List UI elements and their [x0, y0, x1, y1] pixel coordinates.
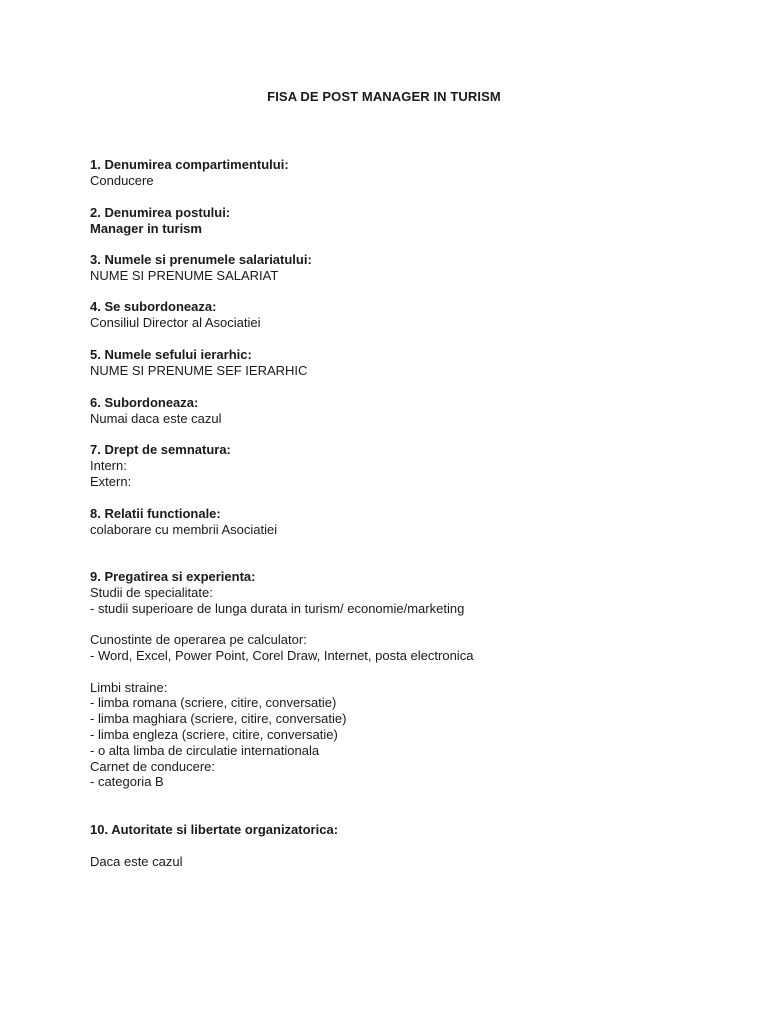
driving-license-item: - categoria B [90, 774, 164, 790]
section-text: Numai daca este cazul [90, 410, 222, 426]
section-position [90, 205, 710, 237]
section-text: colaborare cu membrii Asociatiei [90, 521, 278, 537]
section-text: Daca este cazul [90, 853, 183, 869]
section-heading: 3. Numele si prenumele salariatului: [90, 252, 312, 267]
section-text: Intern: [90, 457, 127, 473]
section-heading: 1. Denumirea compartimentului: [90, 157, 289, 172]
spacer [90, 616, 710, 632]
section-subordinates [90, 395, 710, 427]
language-item: - o alta limba de circulatie internationala [90, 742, 320, 758]
section-text: - studii superioare de lunga durata in turism/ economie/marketing [90, 600, 465, 616]
section-text: Conducere [90, 172, 154, 188]
section-heading: 10. Autoritate si libertate organizatorica: [90, 822, 339, 837]
section-heading: 9. Pregatirea si experienta: [90, 569, 256, 584]
computer-skills-label: Cunostinte de operarea pe calculator: [90, 632, 307, 648]
section-supervisor-name [90, 347, 710, 379]
section-text: Consiliul Director al Asociatiei [90, 314, 261, 330]
section-text: Studii de specialitate: [90, 584, 213, 600]
section-heading: 4. Se subordoneaza: [90, 299, 217, 314]
section-heading: 7. Drept de semnatura: [90, 442, 231, 457]
document-title: FISA DE POST MANAGER IN TURISM [267, 89, 501, 104]
section-employee-name [90, 252, 710, 284]
section-reports-to [90, 299, 710, 331]
spacer [90, 664, 710, 680]
languages-label: Limbi straine: [90, 679, 168, 695]
section-text: NUME SI PRENUME SALARIAT [90, 267, 279, 283]
spacer [90, 838, 710, 854]
section-text: Extern: [90, 473, 132, 489]
computer-skills-item: - Word, Excel, Power Point, Corel Draw, Internet, posta electronica [90, 647, 474, 663]
language-item: - limba maghiara (scriere, citire, conversatie) [90, 711, 347, 727]
driving-license-label: Carnet de conducere: [90, 758, 216, 774]
section-heading: 5. Numele sefului ierarhic: [90, 347, 252, 362]
section-heading: 6. Subordoneaza: [90, 395, 199, 410]
section-heading: 2. Denumirea postului: [90, 205, 231, 220]
section-heading: 8. Relatii functionale: [90, 506, 221, 521]
section-training-experience [90, 569, 710, 790]
language-item: - limba romana (scriere, citire, conversatie) [90, 695, 337, 711]
section-authority-freedom [90, 822, 710, 869]
language-item: - limba engleza (scriere, citire, conversatie) [90, 726, 338, 742]
section-text: Manager in turism [90, 220, 202, 236]
section-functional-relations [90, 506, 710, 538]
section-department [90, 157, 710, 189]
section-signature-rights [90, 442, 710, 489]
section-text: NUME SI PRENUME SEF IERARHIC [90, 362, 308, 378]
